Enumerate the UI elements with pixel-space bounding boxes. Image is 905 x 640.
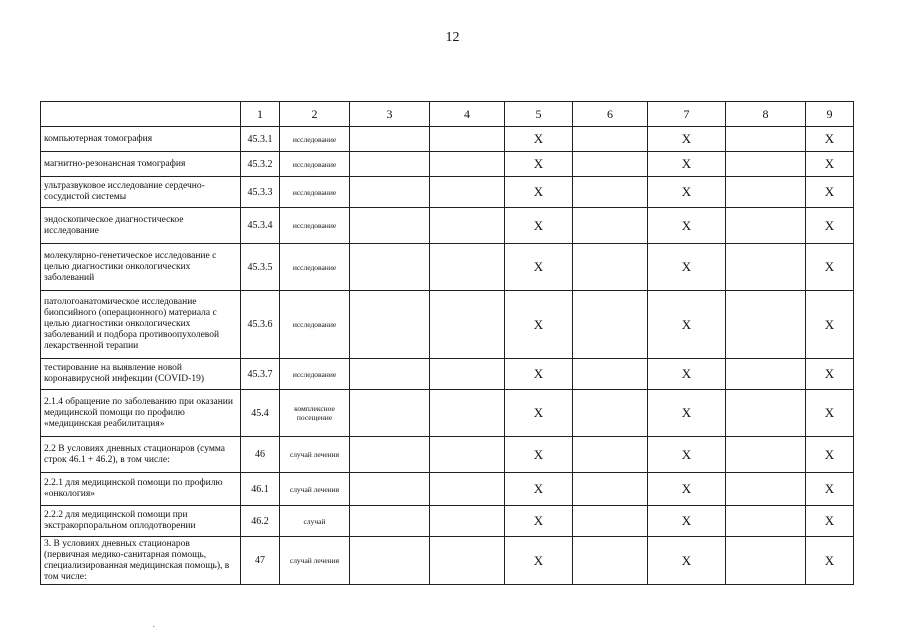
col5-mark-cell: X [505, 359, 573, 390]
col7-mark-cell: X [648, 473, 726, 506]
col3-cell [350, 177, 430, 208]
col5-mark-cell: X [505, 390, 573, 437]
row-unit-cell: комплексное посещение [280, 390, 350, 437]
col5-mark-cell: X [505, 437, 573, 473]
table-row [41, 177, 854, 208]
col6-cell [573, 506, 648, 537]
row-unit-cell: случай [280, 506, 350, 537]
col5-mark-cell: X [505, 537, 573, 585]
col7-mark-cell: X [648, 127, 726, 152]
col8-cell [726, 152, 806, 177]
col7-mark-cell: X [648, 537, 726, 585]
col7-mark-cell: X [648, 291, 726, 359]
col7-mark-cell: X [648, 152, 726, 177]
row-unit-cell: исследование [280, 291, 350, 359]
col6-cell [573, 177, 648, 208]
col6-cell [573, 244, 648, 291]
table-row [41, 359, 854, 390]
row-unit-cell: исследование [280, 127, 350, 152]
row-code-cell: 45.3.3 [241, 177, 280, 208]
row-code-cell: 46 [241, 437, 280, 473]
col4-cell [430, 473, 505, 506]
col3-cell [350, 291, 430, 359]
header-row [41, 102, 854, 127]
table-row [41, 437, 854, 473]
table-row [41, 127, 854, 152]
col3-cell [350, 473, 430, 506]
header-cell: 5 [505, 102, 573, 127]
col5-mark-cell: X [505, 152, 573, 177]
col5-mark-cell: X [505, 208, 573, 244]
row-name-cell: тестирование на выявление новой коронавирусной инфекции (COVID-19) [41, 359, 241, 390]
col9-mark-cell: X [806, 152, 854, 177]
row-name-cell: патологоанатомическое исследование биопсийного (операционного) материала с целью диагностики онкологических заболеваний и подбора противоопухолевой лекарственной терапии [41, 291, 241, 359]
col9-mark-cell: X [806, 359, 854, 390]
col7-mark-cell: X [648, 177, 726, 208]
header-cell: 1 [241, 102, 280, 127]
col6-cell [573, 291, 648, 359]
col8-cell [726, 208, 806, 244]
header-cell [41, 102, 241, 127]
row-code-cell: 45.3.1 [241, 127, 280, 152]
row-code-cell: 45.3.7 [241, 359, 280, 390]
row-code-cell: 45.4 [241, 390, 280, 437]
header-cell: 4 [430, 102, 505, 127]
row-code-cell: 46.2 [241, 506, 280, 537]
col9-mark-cell: X [806, 437, 854, 473]
col5-mark-cell: X [505, 127, 573, 152]
col4-cell [430, 208, 505, 244]
col6-cell [573, 152, 648, 177]
col8-cell [726, 537, 806, 585]
col4-cell [430, 244, 505, 291]
row-code-cell: 45.3.5 [241, 244, 280, 291]
col3-cell [350, 127, 430, 152]
table-row [41, 473, 854, 506]
row-name-cell: 3. В условиях дневных стационаров (первичная медико-санитарная помощь, специализированная медицинская помощь), в том числе: [41, 537, 241, 585]
row-unit-cell: случай лечения [280, 473, 350, 506]
row-name-cell: эндоскопическое диагностическое исследование [41, 208, 241, 244]
col8-cell [726, 127, 806, 152]
col5-mark-cell: X [505, 291, 573, 359]
col3-cell [350, 208, 430, 244]
stray-mark: · [152, 622, 156, 633]
row-name-cell: 2.2.2 для медицинской помощи при экстракорпоральном оплодотворении [41, 506, 241, 537]
col6-cell [573, 473, 648, 506]
table-row [41, 390, 854, 437]
col6-cell [573, 437, 648, 473]
row-name-cell: 2.2 В условиях дневных стационаров (сумма строк 46.1 + 46.2), в том числе: [41, 437, 241, 473]
col3-cell [350, 437, 430, 473]
col3-cell [350, 537, 430, 585]
col4-cell [430, 437, 505, 473]
col5-mark-cell: X [505, 177, 573, 208]
col8-cell [726, 437, 806, 473]
col3-cell [350, 506, 430, 537]
page-number: 12 [445, 30, 460, 45]
col6-cell [573, 127, 648, 152]
col6-cell [573, 537, 648, 585]
data-table [40, 101, 854, 585]
row-name-cell: 2.2.1 для медицинской помощи по профилю «онкология» [41, 473, 241, 506]
col9-mark-cell: X [806, 208, 854, 244]
header-cell: 8 [726, 102, 806, 127]
row-name-cell: компьютерная томография [41, 127, 241, 152]
row-name-cell: ультразвуковое исследование сердечно-сосудистой системы [41, 177, 241, 208]
col3-cell [350, 244, 430, 291]
col7-mark-cell: X [648, 437, 726, 473]
col5-mark-cell: X [505, 244, 573, 291]
col6-cell [573, 390, 648, 437]
col4-cell [430, 390, 505, 437]
table-row [41, 152, 854, 177]
col5-mark-cell: X [505, 473, 573, 506]
header-cell: 9 [806, 102, 854, 127]
col8-cell [726, 473, 806, 506]
row-name-cell: 2.1.4 обращение по заболеванию при оказании медицинской помощи по профилю «медицинская реабилитация» [41, 390, 241, 437]
col3-cell [350, 390, 430, 437]
header-cell: 6 [573, 102, 648, 127]
col8-cell [726, 359, 806, 390]
col7-mark-cell: X [648, 244, 726, 291]
col9-mark-cell: X [806, 177, 854, 208]
col4-cell [430, 506, 505, 537]
header-cell: 2 [280, 102, 350, 127]
col8-cell [726, 177, 806, 208]
table-row [41, 506, 854, 537]
header-cell: 7 [648, 102, 726, 127]
row-code-cell: 47 [241, 537, 280, 585]
row-unit-cell: исследование [280, 177, 350, 208]
col8-cell [726, 506, 806, 537]
col7-mark-cell: X [648, 359, 726, 390]
col4-cell [430, 537, 505, 585]
row-code-cell: 45.3.6 [241, 291, 280, 359]
col7-mark-cell: X [648, 208, 726, 244]
col9-mark-cell: X [806, 127, 854, 152]
table-row [41, 244, 854, 291]
row-unit-cell: случай лечения [280, 537, 350, 585]
row-unit-cell: случай лечения [280, 437, 350, 473]
row-name-cell: молекулярно-генетическое исследование с целью диагностики онкологических заболеваний [41, 244, 241, 291]
header-cell: 3 [350, 102, 430, 127]
col8-cell [726, 291, 806, 359]
row-unit-cell: исследование [280, 244, 350, 291]
col4-cell [430, 359, 505, 390]
col8-cell [726, 244, 806, 291]
col5-mark-cell: X [505, 506, 573, 537]
col7-mark-cell: X [648, 390, 726, 437]
col9-mark-cell: X [806, 537, 854, 585]
col9-mark-cell: X [806, 291, 854, 359]
row-name-cell: магнитно-резонансная томография [41, 152, 241, 177]
col9-mark-cell: X [806, 506, 854, 537]
row-unit-cell: исследование [280, 152, 350, 177]
table-row [41, 291, 854, 359]
col4-cell [430, 291, 505, 359]
col9-mark-cell: X [806, 390, 854, 437]
table-row [41, 208, 854, 244]
col4-cell [430, 152, 505, 177]
col6-cell [573, 208, 648, 244]
col7-mark-cell: X [648, 506, 726, 537]
col3-cell [350, 152, 430, 177]
row-unit-cell: исследование [280, 208, 350, 244]
row-unit-cell: исследование [280, 359, 350, 390]
col3-cell [350, 359, 430, 390]
col6-cell [573, 359, 648, 390]
col4-cell [430, 177, 505, 208]
col9-mark-cell: X [806, 244, 854, 291]
col9-mark-cell: X [806, 473, 854, 506]
table-row [41, 537, 854, 585]
row-code-cell: 45.3.4 [241, 208, 280, 244]
row-code-cell: 45.3.2 [241, 152, 280, 177]
row-code-cell: 46.1 [241, 473, 280, 506]
col4-cell [430, 127, 505, 152]
col8-cell [726, 390, 806, 437]
